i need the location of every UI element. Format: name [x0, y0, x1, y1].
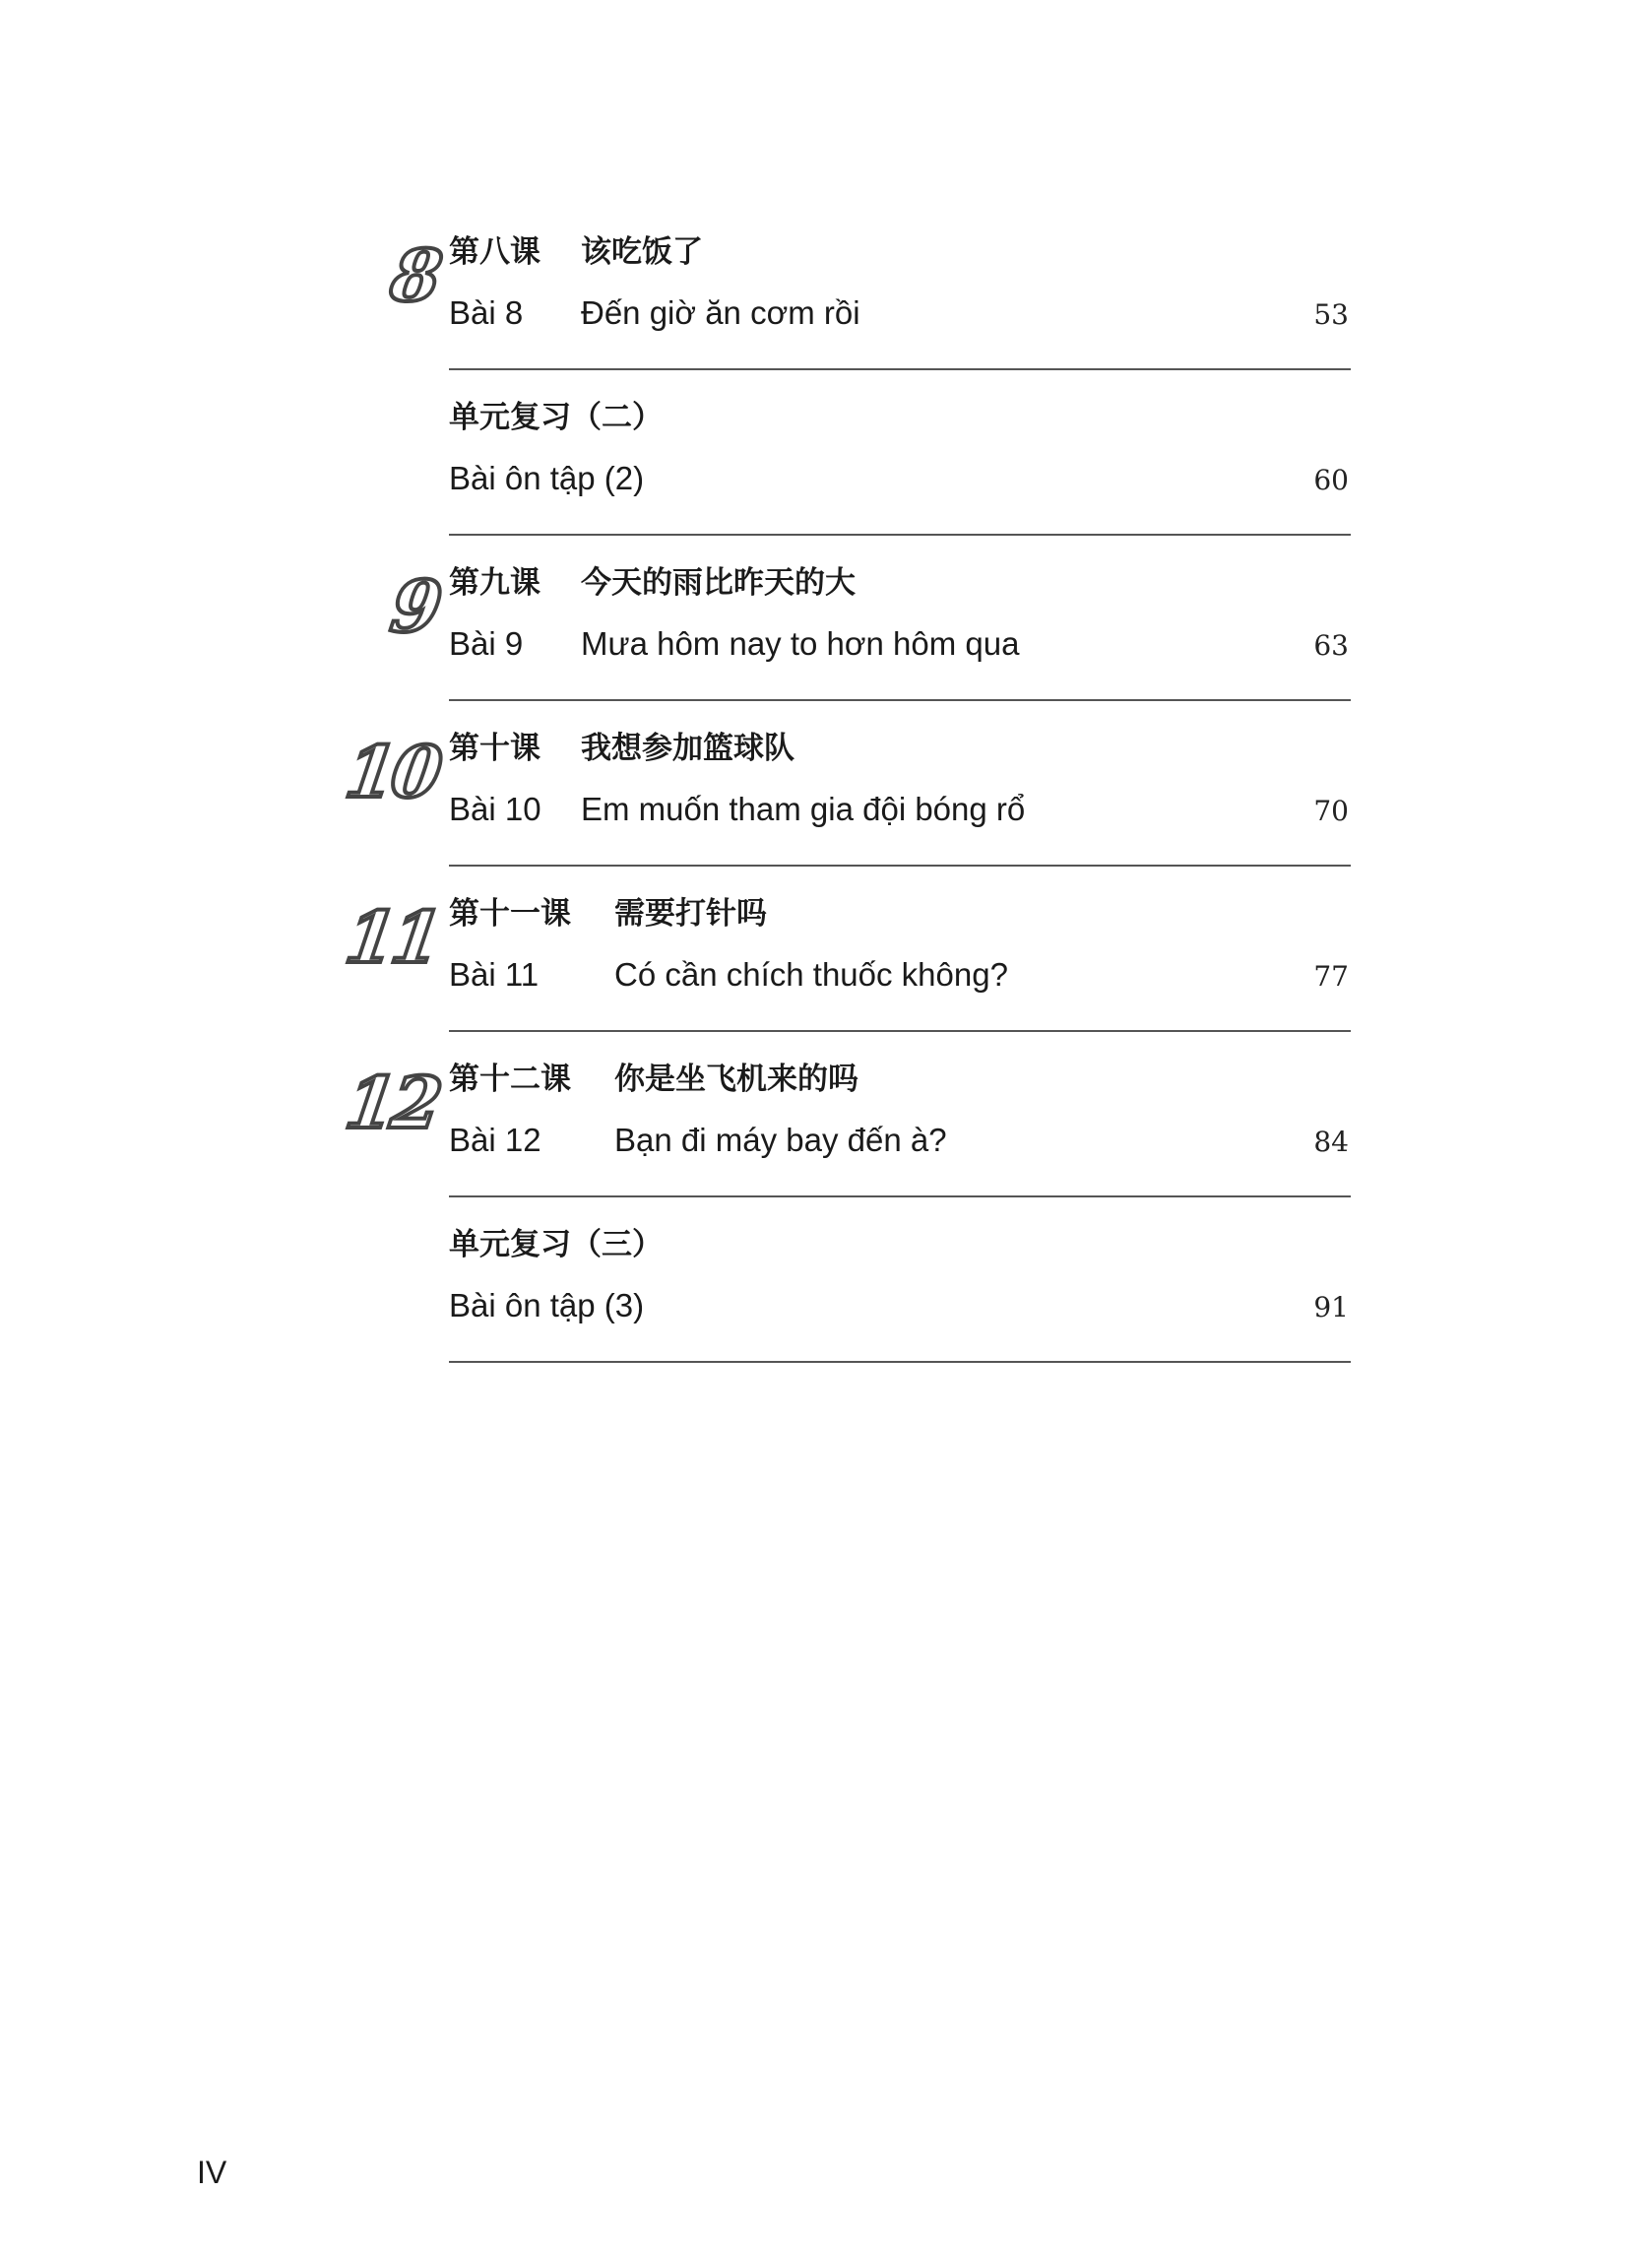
page-number[interactable]: 77: [1313, 960, 1349, 993]
toc-entry-lesson-8[interactable]: [385, 226, 1351, 370]
chinese-lesson-title: 需要打针吗: [614, 896, 767, 932]
lesson-number: 8: [385, 233, 444, 317]
vietnamese-heading: [449, 290, 1351, 337]
chinese-lesson-title: 你是坐飞机来的吗: [614, 1062, 858, 1097]
page-number[interactable]: 60: [1313, 464, 1349, 496]
chinese-lesson-label: 第八课: [449, 234, 540, 270]
vietnamese-heading: [449, 455, 1351, 502]
vietnamese-lesson-title: Mưa hôm nay to hơn hôm qua: [581, 625, 1020, 662]
chinese-lesson-title: 今天的雨比昨天的大: [581, 565, 856, 601]
chinese-review-label: 单元复习（二）: [449, 400, 663, 435]
table-of-contents: [340, 226, 1351, 1385]
page-number-roman: IV: [197, 2155, 227, 2190]
page-number[interactable]: 91: [1313, 1291, 1349, 1323]
toc-entry-lesson-9[interactable]: [385, 557, 1351, 701]
toc-entry-review-3[interactable]: [449, 1219, 1351, 1363]
vietnamese-lesson-label: Bài 10: [449, 791, 541, 827]
vietnamese-heading: [449, 786, 1351, 833]
chinese-lesson-title: 我想参加篮球队: [581, 731, 794, 766]
vietnamese-lesson-label: Bài 8: [449, 294, 524, 331]
chinese-lesson-label: 第十一课: [449, 896, 571, 932]
page-number[interactable]: 63: [1313, 629, 1349, 662]
vietnamese-heading: [449, 1282, 1351, 1329]
chinese-lesson-label: 第十课: [449, 731, 540, 766]
chinese-review-label: 单元复习（三）: [449, 1227, 663, 1262]
vietnamese-review-label: Bài ôn tập (2): [449, 460, 645, 496]
lesson-number: 10: [340, 730, 444, 813]
vietnamese-lesson-title: Có cần chích thuốc không?: [614, 956, 1008, 993]
chinese-lesson-label: 第九课: [449, 565, 540, 601]
vietnamese-lesson-label: Bài 11: [449, 956, 540, 993]
lesson-number: 9: [385, 564, 444, 648]
page-number[interactable]: 53: [1313, 298, 1349, 331]
toc-entry-lesson-12[interactable]: [340, 1054, 1351, 1197]
vietnamese-lesson-label: Bài 12: [449, 1122, 541, 1158]
vietnamese-heading: [449, 1117, 1351, 1164]
chinese-lesson-title: 该吃饭了: [581, 234, 703, 270]
vietnamese-lesson-title: Em muốn tham gia đội bóng rổ: [581, 791, 1026, 827]
page-number[interactable]: 84: [1313, 1126, 1349, 1158]
vietnamese-heading: [449, 620, 1351, 668]
vietnamese-heading: [449, 951, 1351, 999]
chinese-lesson-label: 第十二课: [449, 1062, 571, 1097]
vietnamese-review-label: Bài ôn tập (3): [449, 1287, 645, 1323]
vietnamese-lesson-label: Bài 9: [449, 625, 524, 662]
lesson-number: 11: [340, 895, 444, 979]
toc-entry-review-2[interactable]: [449, 392, 1351, 536]
lesson-number: 12: [340, 1061, 444, 1144]
toc-entry-lesson-10[interactable]: [340, 723, 1351, 867]
vietnamese-lesson-title: Đến giờ ăn cơm rồi: [581, 294, 860, 331]
vietnamese-lesson-title: Bạn đi máy bay đến à?: [614, 1122, 947, 1158]
toc-entry-lesson-11[interactable]: [340, 888, 1351, 1032]
page-number[interactable]: 70: [1313, 795, 1349, 827]
